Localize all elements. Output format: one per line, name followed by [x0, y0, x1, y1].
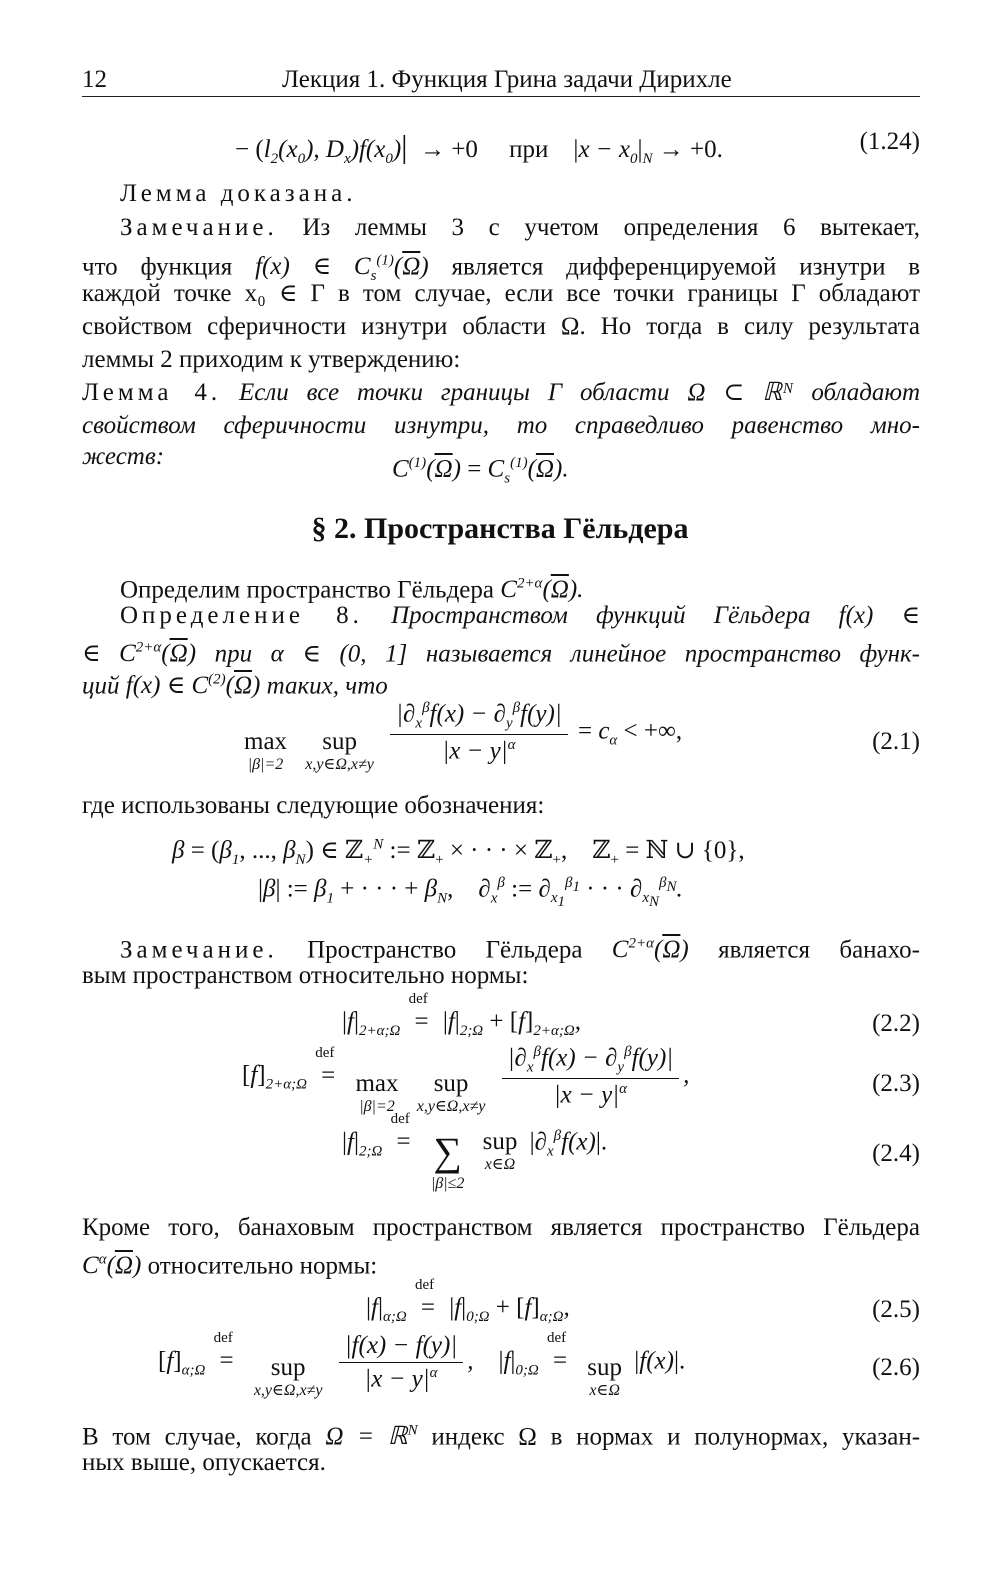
remark2-label: Замечание. — [120, 936, 278, 964]
remark-label: Замечание. — [120, 214, 278, 241]
remark-line-1 — [82, 212, 920, 244]
eq-number-2-4: (2.4) — [872, 1140, 920, 1167]
formula-in-C2a: ∈ $C^{2+\alpha}(\overline{\Omega})$ — [82, 640, 197, 668]
lemma4-line-3: жеств: — [82, 443, 165, 470]
where-line: где использованы следующие обозначения: — [82, 792, 545, 819]
lemma4-line-1 — [82, 377, 920, 409]
lemma-proved: Лемма доказана. — [120, 180, 357, 207]
remark2-text-1: Пространство Гёльдера — [307, 936, 583, 964]
formula-2-3: $[f]_{2+\alpha;\Omega}$ def = max |β|=2 sup x,y∈Ω,x≠y $\frac{|\partial_x^\beta f(x) - \partial_y^\beta f(y)|}{|x - y|^\alpha}$ , — [242, 1044, 689, 1116]
remark-text-2a: что функция — [82, 253, 233, 281]
final-text-1b: индекс Ω в нормах и полунормах, указан- — [431, 1423, 921, 1451]
formula-C2a: $C^{2+\alpha}(\overline{\Omega})$. — [500, 576, 584, 604]
remark-line-4: свойством сферичности изнутри области Ω. Но тогда в силу результата — [82, 313, 920, 340]
definition-line-3 — [82, 664, 920, 702]
remark-line-5: леммы 2 приходим к утверждению: — [82, 346, 461, 373]
formula-2-1: max |β|=2 sup x,y∈Ω,x≠y $\frac{|\partial_x^\beta f(x) - \partial_y^\beta f(y)|}{|x - y|^\alpha}$ = $c_\alpha$ < +∞, — [244, 700, 683, 773]
definition-text-3b: таких, что — [266, 672, 388, 700]
paragraph-define-text: Определим пространство Гёльдера — [120, 576, 494, 604]
more-line-1: Кроме того, банаховым пространством является пространство Гёльдера — [82, 1214, 920, 1241]
remark-text-2b: является дифференцируемой изнутри в — [451, 253, 921, 281]
remark-text-1: Из леммы 3 с учетом определения 6 вытекает, — [302, 214, 921, 241]
eq-number-2-6: (2.6) — [872, 1354, 920, 1381]
formula-omega-RN: Ω = ℝ$^N$ — [325, 1423, 418, 1451]
formula-2-5: $|f|_{\alpha;\Omega}$ def = $|f|_{0;\Omega} + [f]_{\alpha;\Omega}$, — [366, 1294, 570, 1326]
formula-2-4: $|f|_{2;\Omega}$ def = ∑ |β|≤2 sup x∈Ω $|\partial_x^\beta f(x)|$. — [342, 1128, 607, 1193]
definition-line-1 — [82, 600, 920, 632]
formula-beta-norm: |β| := $\beta_1$ + · · · + $\beta_N$, $\partial_x^\beta$ := $\partial_{x_1}^{\beta_1}$ · · · $\partial_{x_N}^{\beta_N}$. — [258, 875, 683, 911]
definition-text-1: Пространством функций Гёльдера f(x) ∈ — [391, 602, 920, 629]
eq-number-2-3: (2.3) — [872, 1070, 920, 1097]
definition-text-3a: ций — [82, 672, 120, 700]
formula-f-in-Cs1: f(x) ∈ $C_s^{(1)}(\overline{\Omega})$ — [255, 253, 429, 285]
formula-1-24: − ($l_2(x_0)$, $D_x)f(x_0)| \to +0$ при $|x - x_0|_N \to +0$. — [235, 128, 723, 167]
formula-beta-def: $\beta = (\beta_1$, ..., $\beta_N$) ∈ ℤ$_+^N$ := ℤ$_+$ × · · · × ℤ$_+$, ℤ$_+$ = ℕ ∪ {0}, — [172, 836, 745, 868]
eq-number-2-2: (2.2) — [872, 1010, 920, 1037]
formula-2-6: $[f]_{\alpha;\Omega}$ def = sup x,y∈Ω,x≠y $\frac{|f(x) - f(y)|}{|x - y|^\alpha}$ , $|f|_{0;\Omega}$ def = sup x∈Ω |f(x)|. — [158, 1332, 685, 1400]
eq-number-2-5: (2.5) — [872, 1296, 920, 1323]
lemma4-line-2: свойством сферичности изнутри, то справедливо равенство мно- — [82, 412, 920, 439]
definition-text-2b: называется линейное пространство функ- — [425, 640, 920, 668]
running-title: Лекция 1. Функция Грина задачи Дирихле — [282, 66, 732, 93]
formula-f-in-C2: f(x) ∈ $C^{(2)}(\overline{\Omega})$ — [125, 672, 261, 700]
formula-Ca: $C^\alpha(\overline{\Omega})$ — [82, 1252, 142, 1280]
final-line-2: ных выше, опускается. — [82, 1449, 326, 1476]
section-heading: § 2. Пространства Гёльдера — [311, 512, 689, 545]
lemma4-label: Лемма 4. — [82, 379, 222, 406]
formula-C2a-2: $C^{2+\alpha}(\overline{\Omega})$ — [611, 936, 689, 964]
running-header — [82, 66, 920, 97]
eq-number-1-24: (1.24) — [859, 128, 920, 155]
final-text-1a: В том случае, когда — [82, 1423, 312, 1451]
lemma4-text-1: Если все точки границы Γ области Ω ⊂ ℝᴺ обладают — [239, 379, 921, 406]
definition-label: Определение 8. — [120, 602, 363, 629]
remark2-text-1b: является банахо- — [718, 936, 921, 964]
remark2-line-2: вым пространством относительно нормы: — [82, 962, 529, 989]
eq-number-2-1: (2.1) — [872, 728, 920, 755]
page-number: 12 — [82, 66, 107, 93]
formula-2-2: $|f|_{2+\alpha;\Omega}$ def = $|f|_{2;\Omega} + [f]_{2+\alpha;\Omega}$, — [342, 1008, 581, 1040]
more-line-2 — [82, 1244, 920, 1282]
definition-text-2a: при α ∈ (0, 1] — [214, 640, 408, 668]
more-text-2: относительно нормы: — [147, 1252, 378, 1280]
remark-line-3: каждой точке x₀ ∈ Γ в том случае, если все точки границы Γ обладают — [82, 280, 920, 307]
formula-C1-equals-Cs1: $C^{(1)}(\overline{\Omega}) = C_s^{(1)}(\overline{\Omega})$. — [392, 455, 569, 487]
